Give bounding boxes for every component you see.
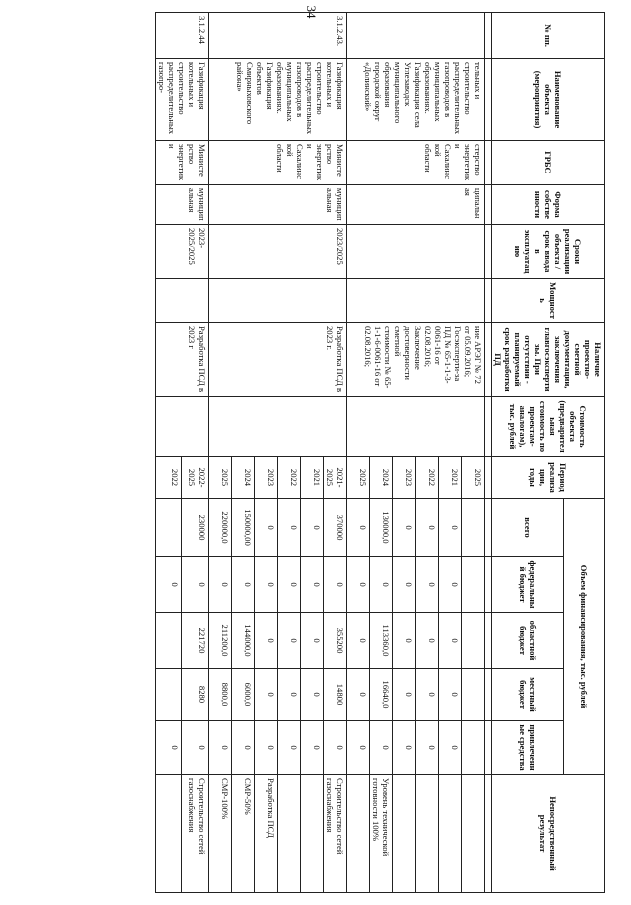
cell-federal: 0 [393, 557, 416, 613]
cell-local [156, 669, 183, 721]
cell-federal: 0 [347, 557, 370, 613]
cell-federal: 0 [439, 557, 462, 613]
cell-federal: 0 [255, 557, 278, 613]
header-form: Форма собственности [492, 185, 605, 225]
cell-design: Разработка ПСД в 2023 г. [209, 323, 347, 397]
page-number: 34 [304, 5, 319, 19]
cell-total: 150000,00 [232, 499, 255, 557]
header-result: Непосредственный результат [492, 775, 605, 893]
cell-attracted: 0 [182, 721, 209, 775]
header-local: местный бюджет [492, 669, 564, 721]
cell-total: 0 [416, 499, 439, 557]
header-grbs: ГРБС [492, 141, 605, 185]
cell-period: 2023 [393, 457, 416, 499]
header-terms: Сроки реализации объекта / срок ввода в эксплуатацию [492, 225, 605, 279]
cell-result: Строительство сетей газоснабжения [324, 775, 347, 893]
cell-local: 0 [278, 669, 301, 721]
cell-cost [156, 397, 209, 457]
cell-attracted: 0 [370, 721, 393, 775]
cell-regional: 0 [278, 613, 301, 669]
cell-attracted: 0 [416, 721, 439, 775]
header-name: Наименование объекта (мероприятия) [492, 59, 605, 141]
cell-regional: 144000,0 [232, 613, 255, 669]
cell-cost [347, 397, 485, 457]
cell-regional: 0 [393, 613, 416, 669]
cell-grbs: Министерство энергетики [156, 141, 209, 185]
cell-form: муниципальная [209, 185, 347, 225]
table-row [462, 13, 485, 893]
cell-regional: 211200,0 [209, 613, 232, 669]
cell-attracted: 0 [255, 721, 278, 775]
header-period: Период реализации, годы [492, 457, 605, 499]
cell-total [462, 499, 485, 557]
cell-design: ние АРЭГ № 72 от 05.09.2016; Госэксперти-за ПД № 65-1-1-3-0061-16 от 02.08.2016; Заключение достоверности сметной стоимости № 65-1-1-6-0061-16 от 02.08.2016; [347, 323, 485, 397]
cell-local: 8800,0 [209, 669, 232, 721]
cell-result [439, 775, 462, 893]
cell-power [156, 279, 209, 323]
header-design: Наличие проектно-сметной документации, заключения главгосэкспертизы. При отсутствии - планируемый срок разработки ПД [492, 323, 605, 397]
cell-name: Газификация котельных и строительство распределительных газопроводов в муниципальных образованиях. Газификация объектов Смирныховского района» [209, 59, 347, 141]
header-total: всего [492, 499, 564, 557]
cell-cost [209, 397, 347, 457]
cell-period: 2022-2025 [182, 457, 209, 499]
cell-period: 2025 [209, 457, 232, 499]
cell-name: Газификация котельных и строительство распределительных газопро- [156, 59, 209, 141]
cell-local: 0 [439, 669, 462, 721]
cell-local: 0 [393, 669, 416, 721]
cell-result [347, 775, 370, 893]
table-row [324, 13, 347, 893]
cell-local: 0 [416, 669, 439, 721]
cell-result: СМР-50% [232, 775, 255, 893]
cell-attracted: 0 [301, 721, 324, 775]
cell-federal: 0 [278, 557, 301, 613]
cell-design: Разработка ПСД в 2023 г [156, 323, 209, 397]
cell-num: 3.1.2.43. [209, 13, 347, 59]
cell-total [156, 499, 183, 557]
cell-result: СМР-100% [209, 775, 232, 893]
cell-federal: 0 [301, 557, 324, 613]
header-federal: федеральный бюджет [492, 557, 564, 613]
cell-total: 0 [439, 499, 462, 557]
cell-total: 130000,0 [370, 499, 393, 557]
cell-form: муниципальная [156, 185, 209, 225]
cell-period: 2025 [347, 457, 370, 499]
cell-total: 0 [347, 499, 370, 557]
cell-power [347, 279, 485, 323]
cell-federal: 0 [370, 557, 393, 613]
cell-period: 2022 [278, 457, 301, 499]
cell-local: 0 [347, 669, 370, 721]
cell-result [301, 775, 324, 893]
cell-result [156, 775, 183, 893]
cell-attracted: 0 [232, 721, 255, 775]
cell-form: ципальная [347, 185, 485, 225]
cell-attracted: 0 [347, 721, 370, 775]
cell-local: 0 [301, 669, 324, 721]
cell-federal: 0 [156, 557, 183, 613]
cell-federal [462, 557, 485, 613]
header-gap-row [485, 13, 492, 893]
cell-terms [347, 225, 485, 279]
header-finance: Объем финансирования, тыс. рублей [564, 499, 605, 775]
cell-period: 2024 [370, 457, 393, 499]
table-body [156, 13, 485, 893]
cell-local: 0 [255, 669, 278, 721]
cell-attracted [462, 721, 485, 775]
cell-total: 0 [301, 499, 324, 557]
cell-result: Уровень технической готовности 100% [370, 775, 393, 893]
cell-local [462, 669, 485, 721]
cell-result [462, 775, 485, 893]
cell-period: 2022 [416, 457, 439, 499]
header-num: № пп. [492, 13, 605, 59]
cell-total: 0 [278, 499, 301, 557]
cell-grbs: стерство энергетики Сахалинской области [347, 141, 485, 185]
cell-period: 2021-2025 [324, 457, 347, 499]
cell-result [278, 775, 301, 893]
cell-federal: 0 [182, 557, 209, 613]
cell-local: 6000,0 [232, 669, 255, 721]
cell-result: Строительство сетей газоснабжения [182, 775, 209, 893]
cell-period: 2025 [462, 457, 485, 499]
cell-regional: 355200 [324, 613, 347, 669]
cell-attracted: 0 [393, 721, 416, 775]
cell-attracted: 0 [209, 721, 232, 775]
cell-regional: 0 [439, 613, 462, 669]
cell-federal: 0 [232, 557, 255, 613]
cell-regional: 113360,0 [370, 613, 393, 669]
cell-regional: 0 [347, 613, 370, 669]
cell-total: 370000 [324, 499, 347, 557]
cell-federal: 0 [324, 557, 347, 613]
cell-terms: 2023-2025/2025 [156, 225, 209, 279]
cell-total: 220000,0 [209, 499, 232, 557]
header-attracted: привлеченные средства [492, 721, 564, 775]
cell-num: 3.1.2.44 [156, 13, 209, 59]
cell-local: 16640,0 [370, 669, 393, 721]
header-power: Мощность [492, 279, 605, 323]
cell-period: 2024 [232, 457, 255, 499]
cell-regional: 0 [416, 613, 439, 669]
header-cost: Стоимость объекта (предварительная стоимость по проектам-аналогам), тыс. рублей [492, 397, 605, 457]
cell-period: 2022 [156, 457, 183, 499]
cell-result [416, 775, 439, 893]
cell-regional: 221720 [182, 613, 209, 669]
cell-attracted: 0 [278, 721, 301, 775]
cell-regional [156, 613, 183, 669]
cell-num [347, 13, 485, 59]
cell-name: тельных и строительство распределительных газопроводов в муниципальных образованиях. Газификация села Углезаводск муниципального образования городской округ «Долинский» [347, 59, 485, 141]
cell-period: 2023 [255, 457, 278, 499]
cell-result: Разработка ПСД [255, 775, 278, 893]
cell-regional: 0 [301, 613, 324, 669]
cell-result [393, 775, 416, 893]
table-row [182, 13, 209, 893]
cell-grbs: Министерство энергетики Сахалинской области [209, 141, 347, 185]
cell-terms: 2023/2025 [209, 225, 347, 279]
cell-local: 8280 [182, 669, 209, 721]
cell-period: 2021 [439, 457, 462, 499]
cell-attracted: 0 [156, 721, 183, 775]
cell-period: 2021 [301, 457, 324, 499]
cell-local: 14800 [324, 669, 347, 721]
financing-table [155, 12, 605, 893]
table-header [485, 13, 605, 893]
cell-power [209, 279, 347, 323]
cell-total: 0 [393, 499, 416, 557]
cell-federal: 0 [209, 557, 232, 613]
header-regional: областной бюджет [492, 613, 564, 669]
cell-regional [462, 613, 485, 669]
cell-attracted: 0 [439, 721, 462, 775]
cell-total: 230000 [182, 499, 209, 557]
cell-total: 0 [255, 499, 278, 557]
cell-federal: 0 [416, 557, 439, 613]
cell-regional: 0 [255, 613, 278, 669]
cell-attracted: 0 [324, 721, 347, 775]
